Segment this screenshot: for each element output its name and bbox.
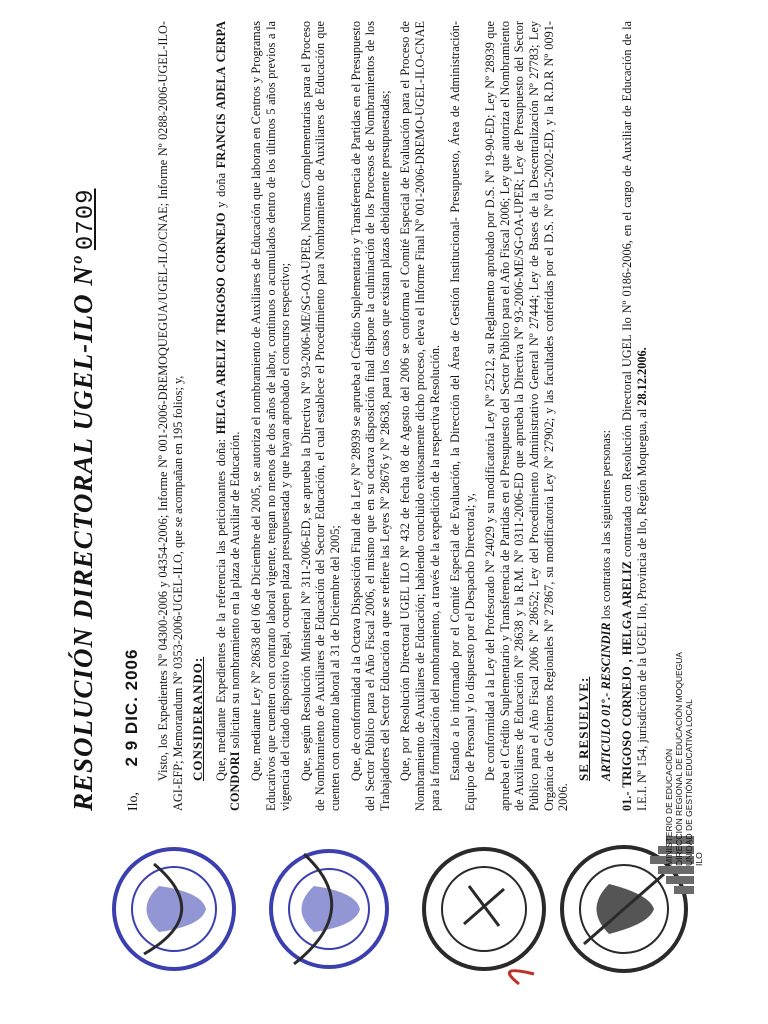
item-1-number: 01.- [620, 787, 635, 811]
resolution-number: 0709 [73, 188, 100, 251]
letterhead-unit: UNIDAD DE GESTIÓN EDUCATIVA LOCAL [684, 699, 694, 866]
resolution-document [64, 6, 704, 1016]
paragraph-estando: Estando a lo informado por el Comité Especial de Evaluación, la Dirección del Área de Gestión Institucional- Presupuesto, Área de Administración- Equipo de Personal y lo dispuesto por el Despacho Directoral; y, [448, 21, 477, 811]
letterhead-city: ILO [694, 852, 704, 866]
resolution-title-text: RESOLUCIÓN DIRECTORAL UGEL-ILO Nº [68, 256, 98, 811]
dateline-city: Ilo, [126, 791, 141, 811]
petitioner-2: FRANCIS ADELA CERPA CONDORI [213, 20, 243, 811]
paragraph-law-28939: Que, de conformidad a la Octava Disposición Final de la Ley Nº 28939 se aprueba el Crédito Suplementario y Transferencia de Partidas en el Presupuesto del Sector Público para el Año Fiscal 2006, el mismo que en su octava disposición final dispone la culminación de los Procesos de Nombramientos de los Trabajadores del Sector Educación a que se refiere las Leyes Nº 28676 y Nº 28638, para los casos que existan plazas debidamente presupuestadas; [348, 21, 392, 811]
letterhead [664, 486, 704, 866]
seal-black-2-icon [424, 849, 544, 984]
se-resuelve-heading: SE RESUELVE: [575, 676, 591, 781]
article-1-item-1 [620, 21, 649, 811]
article-1 [599, 21, 614, 811]
petitioner-1: HELGA ARELIZ TRIGOSO CORNEJO [213, 212, 228, 435]
resolution-date: 2 9 DIC. 2006 [122, 648, 141, 767]
considerando-heading: CONSIDERANDO: [190, 656, 206, 781]
paragraph-rd-432: Que, por Resolución Directoral UGEL ILO Nº 432 de fecha 08 de Agosto del 2006 se conforma el Comité Especial de Evaluación para el Proceso de Nombramiento de Auxiliares de Educación; habiendo concluido exitosamente dicho proceso, eleva el Informe Final Nº 001-2006-DREMO-UGEL-ILO-CNAE para la formalización del nombramiento, a través de la expedición de la respectiva Resolución. [398, 21, 442, 811]
resolution-body [156, 21, 655, 811]
seals-area [64, 814, 704, 1004]
item-1-text: contratada con Resolución Directoral UGEL Ilo Nº 0186-2006, en el cargo de Auxiliar de Educación de la I.E.I. Nº 154, jurisdicción de la UGEL Ilo, Provincia de Ilo, Región Moquegua, al [620, 21, 649, 811]
paragraph-legal-basis: De conformidad a la Ley del Profesorado Nº 24029 y su modificatoria Ley Nº 25212, su Reglamento aprobado por D.S. Nº 19-90-ED; Ley Nº 28939 que aprueba el Crédito Suplementario y Transferencia de Partidas en el Presupuesto del Sector Público para el Año Fiscal 2006; Ley que autoriza el Nombramiento de Auxiliares de Educación Nº 28638 y la R.M. Nº 0311-2006-ED que aprueba la Directiva Nº 93-2006-ME/SG-OA-UPER; Ley de Presupuesto del Sector Público para el Año Fiscal 2006 Nº 28652; Ley del Procedimiento Administrativo General Nº 27444; Ley de Bases de la Descentralización Nº 27783; Ley Orgánica de Gobiernos Regionales Nº 27867, su modificatoria Ley Nº 27902; y las facultades conferidas por el D.S. Nº 015-2002-ED, y la R.D.R Nº 0091-2006. [483, 21, 571, 811]
resolution-title [68, 188, 100, 811]
item-1-date: 28.12.2006. [634, 347, 649, 406]
article-1-label: ARTICULO 01º.- RESCINDIR [599, 622, 614, 781]
visto-paragraph: Visto, los Expedientes Nº 04300-2006 y 04354-2006; Informe Nº 001-2006-DREMOQUEGUA/UGEL-ILO/CNAE; Informe Nº 0288-2006-UGEL-ILO-AGI-EFP; Memorandum Nº 0353-2006-UGEL-ILO, que se acompañan en 195 folios; y, [156, 21, 185, 811]
dateline [122, 649, 142, 811]
paragraph-petition-mid: y doña [213, 168, 228, 213]
paragraph-petition-end: solicitan su nombramiento en la plaza de Auxiliar de Educación. [228, 431, 243, 752]
paragraph-law-28638: Que, mediante Ley Nº 28638 del 06 de Diciembre del 2005, se autoriza el nombramiento de Auxiliares de Educación que laboran en Centros y Programas Educativos que cuenten con contrato laboral vigente, tengan no menos de dos años de labor, continuos o acumulados dentro de los últimos 5 años previos a la vigencia del citado dispositivo legal, ocupen plaza presupuestada y que hayan aprobado el concurso respectivo; [248, 21, 293, 811]
paragraph-rm-311: Que, según Resolución Ministerial Nº 311-2006-ED, se aprueba la Directiva Nº 93-2006-ME/SG-OA-UPER, Normas Complementarias para el Proceso de Nombramiento de Auxiliares de Educación del Sector Educación, el cual establece el Procedimiento para Nombramiento de Auxiliares de Educación que cuenten con contrato laboral al 31 de Diciembre del 2005; [298, 21, 342, 811]
item-1-name: TRIGOSO CORNEJO , HELGA ARELIZ [620, 561, 635, 788]
paragraph-petition [214, 21, 243, 811]
official-seals [64, 814, 704, 1004]
letterhead-regional: DIRECCIÓN REGIONAL DE EDUCACIÓN MOQUEGUA [674, 651, 684, 866]
seal-blue-2-icon [114, 849, 234, 969]
paragraph-petition-start: Que, mediante Expedientes de la referencia las peticionantes doña: [213, 434, 228, 781]
seal-blue-1-icon [271, 851, 387, 967]
letterhead-ministry: MINISTERIO DE EDUCACIÓN [664, 748, 674, 866]
article-1-text: los contratos a las siguientes personas: [599, 429, 614, 623]
